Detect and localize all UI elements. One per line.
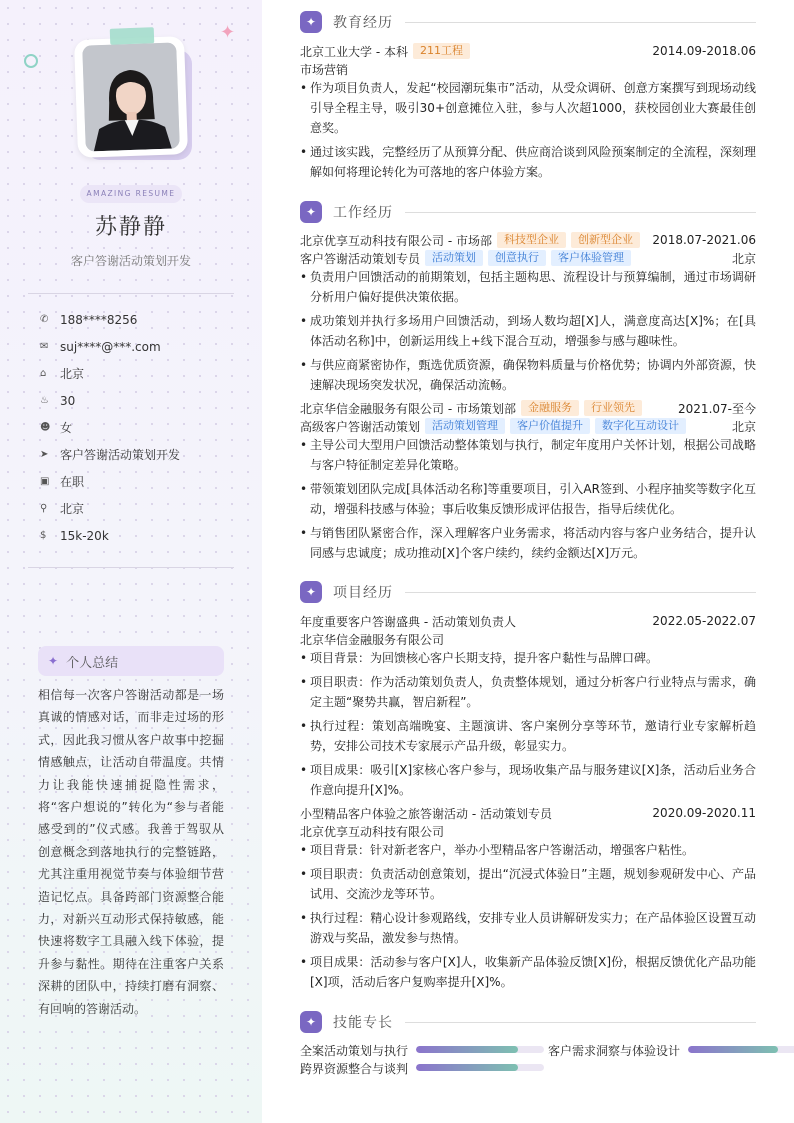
contact-info-row <box>40 387 180 414</box>
project-org: 北京优享互动科技有限公司 <box>300 824 445 839</box>
company-name: 北京优享互动科技有限公司 - 市场部 <box>300 233 492 248</box>
list-item: • 执行过程：策划高端晚宴、主题演讲、客户案例分享等环节，邀请行业专家解析趋势，安排公司技术专家展示产品升级，彰显实力。 <box>300 716 756 756</box>
skill-bar-fill <box>688 1046 778 1053</box>
briefcase-icon: ▣ <box>40 476 50 487</box>
list-item: • 执行过程：精心设计参观路线，安排专业人员讲解研发实力；在产品体验区设置互动游戏与奖品，激发参与热情。 <box>300 908 756 948</box>
project-name: 小型精品客户体验之旅答谢活动 - 活动策划专员 <box>300 806 552 821</box>
list-item: • 项目成果：活动参与客户[X]人，收集新产品体验反馈[X]份，根据反馈优化产品功能[X]项，活动后客户复购率提升[X]%。 <box>300 952 756 992</box>
salary-icon: $ <box>40 530 47 541</box>
section-divider <box>405 212 756 213</box>
sidebar <box>0 0 262 1123</box>
contact-info-text: 北京 <box>60 367 85 381</box>
contact-info-text: 在职 <box>60 475 85 489</box>
list-item: • 负责用户回馈活动的前期策划，包括主题构思、流程设计与预算编制，通过市场调研分析用户偏好提供决策依据。 <box>300 267 756 307</box>
sparkle-icon: ✦ <box>300 11 322 33</box>
contact-info-row <box>40 468 180 495</box>
contact-info-text: 女 <box>60 421 73 435</box>
avatar <box>82 42 180 151</box>
section-projects <box>300 580 756 604</box>
skill-bar <box>416 1064 544 1071</box>
company-name: 北京华信金融服务有限公司 - 市场策划部 <box>300 401 516 416</box>
education-header <box>300 42 756 60</box>
list-item: • 通过该实践，完整经历了从预算分配、供应商洽谈到风险预案制定的全流程，深刻理解如何将理论转化为可落地的客户体验方案。 <box>300 142 756 182</box>
list-item: • 成功策划并执行多场用户回馈活动，到场人数均超[X]人，满意度高达[X]%；在[具体活动名称]中，创新运用线上+线下混合互动，增强参与感与趣味性。 <box>300 311 756 351</box>
project-org-row <box>300 630 756 648</box>
sparkle-icon: ✦ <box>300 201 322 223</box>
phone-icon: ✆ <box>40 314 49 325</box>
section-title: 教育经历 <box>333 15 393 31</box>
role-tag: 创意执行 <box>488 250 546 266</box>
list-item: • 项目背景：针对新老客户，举办小型精品客户答谢活动，增强客户粘性。 <box>300 840 756 860</box>
section-work <box>300 200 756 224</box>
section-divider <box>405 22 756 23</box>
job-date: 2021.07-至今 <box>678 401 756 416</box>
contact-info-row <box>40 441 180 468</box>
home-icon: ⌂ <box>40 368 47 379</box>
cake-icon: ♨ <box>40 395 49 406</box>
divider <box>28 567 234 568</box>
role-tag: 活动策划 <box>425 250 483 266</box>
job-company-row <box>300 231 756 249</box>
education-date: 2014.09-2018.06 <box>652 44 756 58</box>
project-org-row <box>300 822 756 840</box>
role-tag: 数字化互动设计 <box>595 418 686 434</box>
job-role: 客户答谢活动策划专员 <box>300 251 421 266</box>
project-header <box>300 612 756 630</box>
resume-badge: AMAZING RESUME <box>80 185 182 203</box>
section-title: 项目经历 <box>333 585 393 601</box>
contact-info-text: 15k-20k <box>60 528 109 543</box>
contact-info-text: suj****@***.com <box>60 339 161 354</box>
divider <box>28 293 234 294</box>
job-title: 客户答谢活动策划开发 <box>70 254 191 268</box>
major: 市场营销 <box>300 62 349 77</box>
sparkle-icon: ✦ <box>300 1011 322 1033</box>
contact-info-text: 30 <box>60 393 76 408</box>
project-header <box>300 804 756 822</box>
section-skills <box>300 1010 756 1034</box>
summary-title: 个人总结 <box>66 655 119 671</box>
skill-label: 跨界资源整合与谈判 <box>300 1061 409 1076</box>
list-item: • 项目职责：作为活动策划负责人，负责整体规划，通过分析客户行业特点与需求，确定主题“聚势共赢，智启新程”。 <box>300 672 756 712</box>
contact-info-text: 客户答谢活动策划开发 <box>60 448 181 462</box>
job-date: 2018.07-2021.06 <box>652 233 756 247</box>
tape-decoration <box>110 27 155 45</box>
contact-info-row <box>40 306 180 333</box>
job-role: 高级客户答谢活动策划 <box>300 419 421 434</box>
location-pin-icon: ⚲ <box>40 503 48 514</box>
contact-info-row <box>40 495 180 522</box>
mail-icon: ✉ <box>40 341 49 352</box>
send-icon: ➤ <box>40 449 49 460</box>
job-city: 北京 <box>731 251 756 266</box>
summary-text: 相信每一次客户答谢活动都是一场真诚的情感对话，而非走过场的形式，因此我习惯从客户故事中挖掘情感触点，让活动自带温度。共情力让我能快速捕捉隐性需求，将“客户想说的”转化为“参与者能感受到的”仪式感。我善于驾驭从创意概念到落地执行的完整链路，尤其注重用视觉节奏与体验细节营造记忆点。具备跨部门资源整合能力，对新兴互动形式保持敏感，能快速将数字工具融入线下体验，提升参与黏性。期待在注重客户关系深耕的团队中，持续打磨有洞察、有回响的答谢活动。 <box>38 688 224 1016</box>
company-tag: 创新型企业 <box>571 232 640 248</box>
skill-label: 客户需求洞察与体验设计 <box>548 1043 681 1058</box>
role-tag: 客户价值提升 <box>510 418 590 434</box>
list-item: • 项目成果：吸引[X]家核心客户参与，现场收集产品与服务建议[X]条，活动后业务合作意向提升[X]%。 <box>300 760 756 800</box>
skill-label: 全案活动策划与执行 <box>300 1043 409 1058</box>
company-tag: 科技型企业 <box>497 232 566 248</box>
role-tag: 活动策划管理 <box>425 418 505 434</box>
school-tag: 211工程 <box>413 43 470 59</box>
section-divider <box>405 1022 756 1023</box>
contact-info-list <box>40 306 180 549</box>
list-item: • 主导公司大型用户回馈活动整体策划与执行，制定年度用户关怀计划，根据公司战略与客户特征制定差异化策略。 <box>300 435 756 475</box>
skill-bar-fill <box>416 1046 518 1053</box>
education-major-row <box>300 60 756 78</box>
photo-frame <box>74 36 188 158</box>
sparkle-icon: ✦ <box>300 581 322 603</box>
list-item: • 作为项目负责人，发起“校园潮玩集市”活动，从受众调研、创意方案撰写到现场动线引导全程主导，吸引30+创意摊位入驻，参与人次超1000，获校园创业大赛最佳创意奖。 <box>300 78 756 138</box>
project-org: 北京华信金融服务有限公司 <box>300 632 445 647</box>
gender-icon: ☻ <box>40 422 51 433</box>
job-company-row <box>300 399 756 417</box>
job-city: 北京 <box>731 419 756 434</box>
school-name: 北京工业大学 - 本科 <box>300 44 408 59</box>
section-title: 技能专长 <box>333 1015 393 1031</box>
contact-info-row <box>40 522 180 549</box>
project-name: 年度重要客户答谢盛典 - 活动策划负责人 <box>300 614 516 629</box>
list-item: • 项目背景：为回馈核心客户长期支持，提升客户黏性与品牌口碑。 <box>300 648 756 668</box>
person-name: 苏静静 <box>94 215 167 240</box>
skill-bar <box>416 1046 544 1053</box>
contact-info-text: 188****8256 <box>60 312 138 327</box>
skill-bar-fill <box>416 1064 518 1071</box>
sparkle-icon: ✦ <box>220 22 236 43</box>
contact-info-text: 北京 <box>60 502 85 516</box>
section-divider <box>405 592 756 593</box>
company-tag: 行业领先 <box>584 400 642 416</box>
job-role-row <box>300 417 756 435</box>
sparkle-icon: ✦ <box>48 654 59 668</box>
contact-info-row <box>40 333 180 360</box>
section-title: 工作经历 <box>333 205 393 221</box>
skill-bar <box>688 1046 794 1053</box>
company-tag: 金融服务 <box>521 400 579 416</box>
contact-info-row <box>40 360 180 387</box>
job-role-row <box>300 249 756 267</box>
section-education <box>300 10 756 34</box>
contact-info-row <box>40 414 180 441</box>
list-item: • 带领策划团队完成[具体活动名称]等重要项目，引入AR签到、小程序抽奖等数字化互动，增强科技感与体验；事后收集反馈形成评估报告，指导后续优化。 <box>300 479 756 519</box>
list-item: • 项目职责：负责活动创意策划，提出“沉浸式体验日”主题，规划参观研发中心、产品试用、交流沙龙等环节。 <box>300 864 756 904</box>
list-item: • 与供应商紧密协作，甄选优质资源，确保物料质量与价格优势；协调内外部资源，快速解决现场突发状况，确保活动流畅。 <box>300 355 756 395</box>
summary-header <box>38 646 224 676</box>
ring-decoration <box>24 54 38 68</box>
role-tag: 客户体验管理 <box>551 250 631 266</box>
project-date: 2022.05-2022.07 <box>652 614 756 628</box>
list-item: • 与销售团队紧密合作，深入理解客户业务需求，将活动内容与客户业务结合，提升认同感与忠诚度；成功推动[X]个客户续约，续约金额达[X]万元。 <box>300 523 756 563</box>
project-date: 2020.09-2020.11 <box>652 806 756 820</box>
